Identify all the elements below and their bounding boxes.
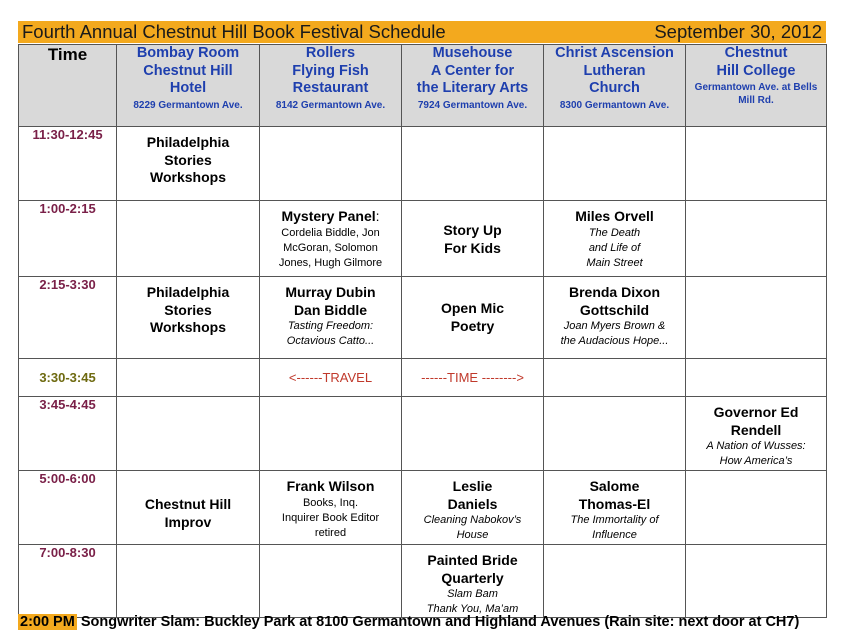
title-bar [18, 21, 826, 43]
event-title-text: Mystery Panel [281, 208, 376, 224]
schedule-row [19, 127, 827, 201]
event-cell [402, 201, 544, 277]
book-title: The Death [588, 226, 641, 239]
venue-name-line: Rollers [305, 45, 356, 61]
event-cell [117, 277, 260, 359]
empty-cell [260, 545, 402, 618]
venue-name-line: Bombay Room [136, 45, 240, 61]
footer-text: Songwriter Slam: Buckley Park at 8100 Germantown and Highland Avenues (Rain site: next door at CH7) [76, 614, 800, 630]
event-detail: Inquirer Book Editor [281, 511, 380, 524]
event-title: Workshops [150, 169, 226, 185]
schedule-date: September 30, 2012 [654, 21, 822, 42]
time-column-header: Time [19, 45, 117, 127]
venue-name-line: Lutheran [583, 62, 646, 79]
book-title: House [456, 529, 489, 541]
venue-address: Germantown Ave. at Bells Mill Rd. [694, 82, 818, 106]
book-title: Influence [592, 529, 637, 541]
empty-cell [544, 359, 686, 397]
empty-cell [260, 127, 402, 201]
event-cell [544, 201, 686, 277]
event-title: Workshops [150, 319, 226, 335]
venue-name-line: Musehouse [432, 45, 513, 61]
schedule-row [19, 471, 827, 545]
schedule-row [19, 201, 827, 277]
venue-name-line: Church [589, 80, 640, 96]
event-title-colon: : [375, 208, 380, 224]
event-detail: Jones, Hugh Gilmore [278, 256, 383, 269]
empty-cell [686, 359, 827, 397]
empty-cell [544, 397, 686, 471]
venue-header [544, 45, 686, 127]
time-slot: 3:45-4:45 [19, 397, 117, 471]
venue-name-line: Hill College [716, 62, 796, 79]
event-cell [117, 127, 260, 201]
venue-header [686, 45, 827, 127]
event-cell [260, 471, 402, 545]
event-title: Leslie [452, 478, 493, 494]
event-title: Gottschild [579, 301, 650, 318]
event-detail: Books, Inq. [302, 496, 359, 509]
empty-cell [402, 127, 544, 201]
venue-address: 7924 Germantown Ave. [417, 99, 528, 111]
empty-cell [544, 127, 686, 201]
venue-header [117, 45, 260, 127]
event-cell [544, 471, 686, 545]
empty-cell [260, 397, 402, 471]
event-title: Stories [164, 301, 212, 318]
event-title: Murray Dubin [285, 284, 376, 300]
book-title: Thank You, Ma’am [426, 603, 519, 615]
book-title: How America’s [719, 455, 793, 467]
event-title: For Kids [444, 239, 501, 256]
event-detail: retired [314, 526, 347, 539]
event-title: Philadelphia [146, 284, 230, 300]
footer-note [18, 614, 845, 634]
venue-name-line: Restaurant [292, 80, 369, 96]
schedule-row [19, 545, 827, 618]
event-cell [260, 201, 402, 277]
time-slot: 5:00-6:00 [19, 471, 117, 545]
event-title: Salome [589, 478, 640, 494]
time-slot: 1:00-2:15 [19, 201, 117, 277]
empty-cell [544, 545, 686, 618]
empty-cell [117, 545, 260, 618]
empty-cell [117, 201, 260, 277]
event-title: Stories [164, 151, 212, 168]
book-title: Octavious Catto... [286, 335, 375, 347]
event-title: Rendell [730, 421, 782, 438]
event-title: Story Up [443, 222, 502, 238]
book-title: Main Street [586, 256, 643, 269]
event-title: Thomas-El [578, 495, 651, 512]
venue-name-line: Christ Ascension [555, 45, 674, 61]
empty-cell [686, 277, 827, 359]
event-title: Open Mic [440, 300, 504, 316]
event-cell [686, 397, 827, 471]
book-title: A Nation of Wusses: [706, 440, 806, 452]
book-title: The Immortality of [570, 514, 659, 526]
book-title: and Life of [588, 241, 641, 254]
venue-name-line: Flying Fish [292, 62, 369, 79]
empty-cell [686, 201, 827, 277]
venue-header [260, 45, 402, 127]
book-title: Joan Myers Brown & [563, 320, 666, 332]
empty-cell [117, 359, 260, 397]
empty-cell [686, 545, 827, 618]
empty-cell [402, 397, 544, 471]
time-slot: 11:30-12:45 [19, 127, 117, 201]
schedule-table [18, 44, 827, 618]
venue-address: 8229 Germantown Ave. [133, 99, 243, 111]
event-title [260, 208, 401, 226]
travel-right: ------TIME --------> [402, 359, 544, 397]
event-title: Daniels [447, 495, 498, 512]
schedule-title: Fourth Annual Chestnut Hill Book Festival Schedule [22, 21, 446, 42]
event-detail: McGoran, Solomon [283, 241, 378, 254]
empty-cell [686, 127, 827, 201]
event-cell [402, 277, 544, 359]
schedule-row [19, 277, 827, 359]
event-title: Dan Biddle [293, 301, 368, 318]
empty-cell [686, 471, 827, 545]
event-title: Quarterly [441, 569, 504, 586]
venue-name-line: A Center for [430, 62, 515, 79]
venue-name-line: Hotel [169, 80, 207, 96]
event-cell [117, 471, 260, 545]
venue-header [402, 45, 544, 127]
header-row [19, 45, 827, 127]
event-title: Poetry [450, 317, 495, 334]
book-title: Cleaning Nabokov’s [423, 514, 522, 526]
event-cell [402, 471, 544, 545]
event-title: Improv [164, 513, 212, 530]
travel-left: <------TRAVEL [260, 359, 402, 397]
book-title: Slam Bam [447, 588, 498, 600]
event-title: Governor Ed [713, 404, 799, 420]
venue-name-line: Chestnut [724, 45, 788, 61]
event-title: Frank Wilson [286, 478, 375, 494]
event-cell [260, 277, 402, 359]
venue-address: 8300 Germantown Ave. [559, 99, 670, 111]
event-title: Miles Orvell [575, 208, 654, 224]
book-title: Tasting Freedom: [287, 320, 374, 332]
time-slot: 2:15-3:30 [19, 277, 117, 359]
time-slot: 3:30-3:45 [19, 359, 117, 397]
venue-name-line: Chestnut Hill [143, 62, 233, 79]
event-title: Painted Bride [427, 552, 518, 568]
footer-time-tag: 2:00 PM [20, 614, 75, 630]
schedule-row [19, 397, 827, 471]
event-cell [402, 545, 544, 618]
book-title: the Audacious Hope... [560, 335, 669, 347]
schedule-row [19, 359, 827, 397]
event-title: Brenda Dixon [568, 284, 660, 300]
venue-address: 8142 Germantown Ave. [275, 99, 386, 111]
event-detail: Cordelia Biddle, Jon [281, 226, 380, 239]
event-cell [544, 277, 686, 359]
empty-cell [117, 397, 260, 471]
time-slot: 7:00-8:30 [19, 545, 117, 618]
venue-name-line: the Literary Arts [416, 80, 529, 96]
event-title: Philadelphia [146, 134, 230, 150]
event-title: Chestnut Hill [144, 496, 232, 512]
